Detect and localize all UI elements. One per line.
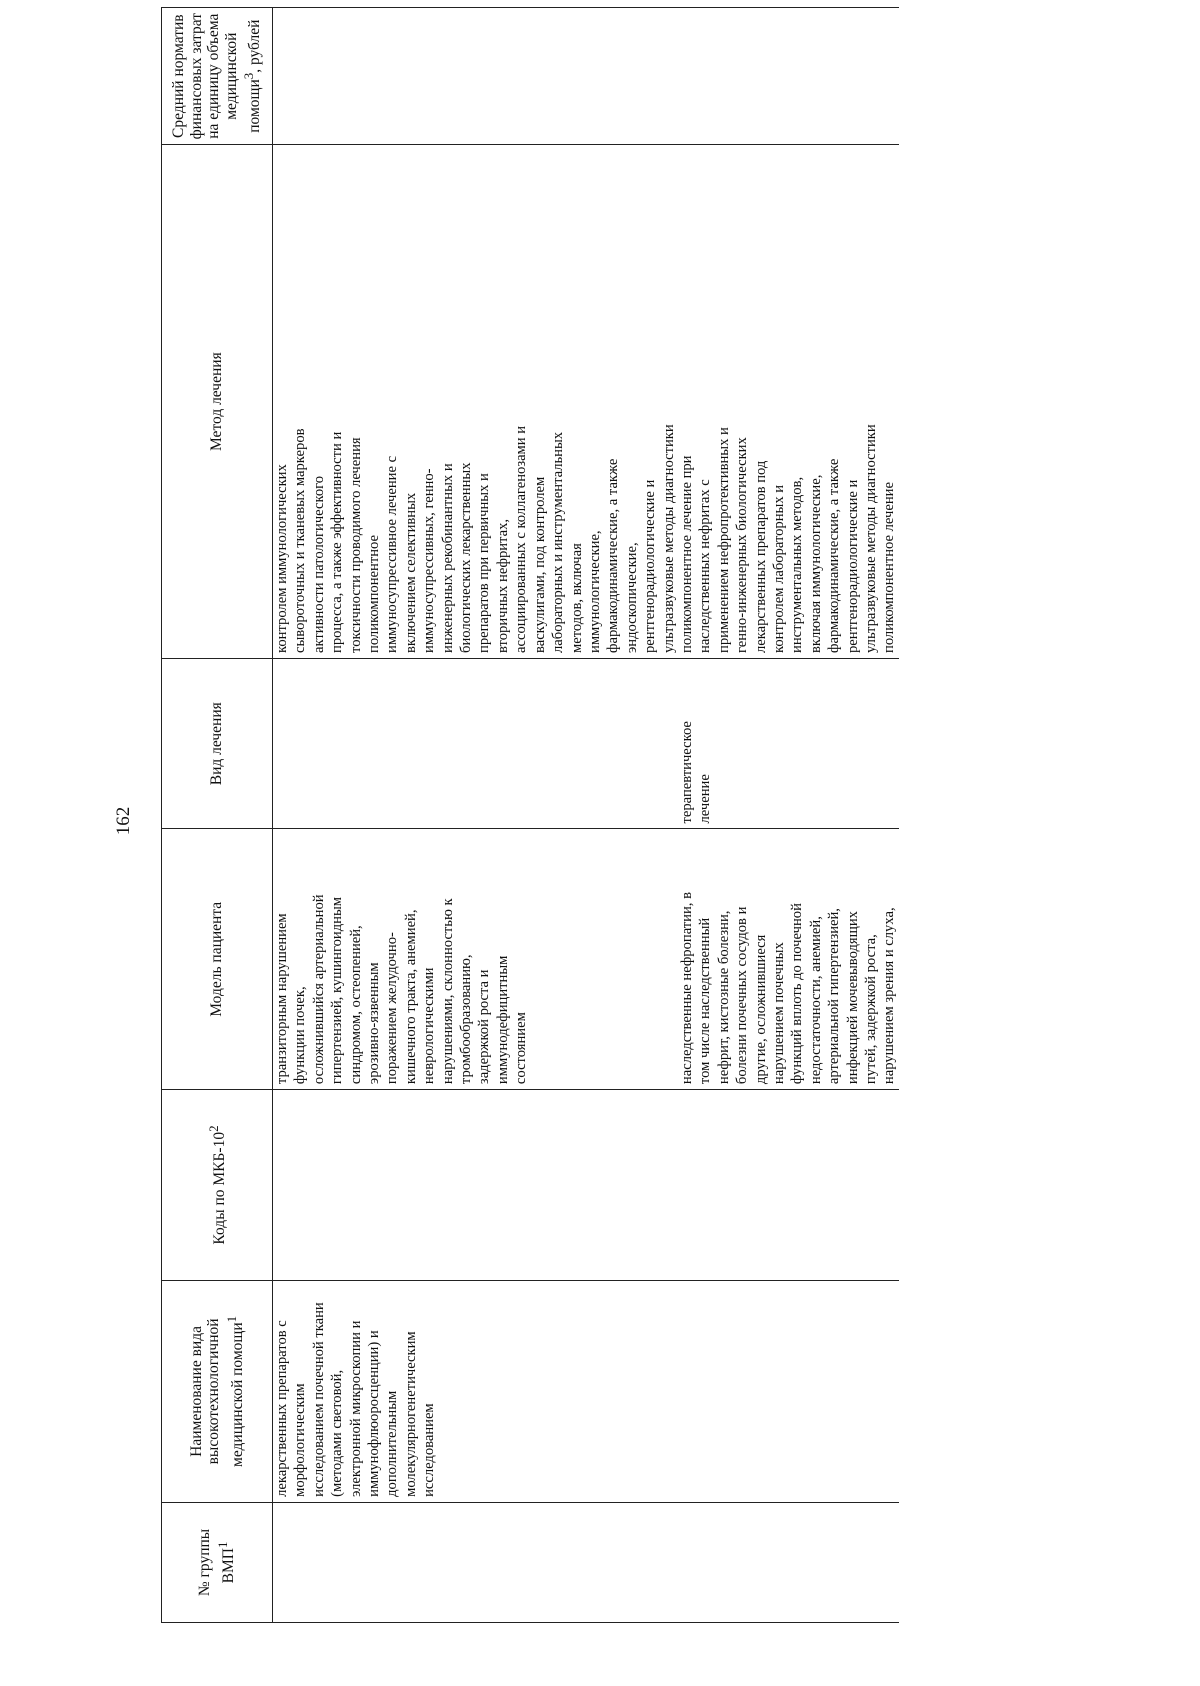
cell-icd-codes bbox=[273, 1090, 678, 1281]
cell-treatment-type: терапевтическое лечение bbox=[678, 658, 899, 829]
page-number: 162 bbox=[113, 806, 134, 836]
header-patient-model: Модель пациента bbox=[162, 829, 273, 1090]
cell-icd-codes bbox=[678, 1090, 899, 1281]
table-header bbox=[162, 8, 273, 1623]
cell-patient-model: наследственные нефропатии, в том числе наследственный нефрит, кистозные болезни, болезни почечных сосудов и другие, осложнившиеся нарушением почечных функций вплоть до почечной недостаточности, анемией, артериальной гипертензией, инфекцией мочевыводящих путей, задержкой роста, нарушением зрения и слуха, bbox=[678, 829, 899, 1090]
cell-care-type-name bbox=[678, 1280, 899, 1502]
cell-treatment-method: поликомпонентное лечение при наследственных нефритах с применением нефропротективных и генно-инженерных биологических лекарственных препаратов под контролем лабораторных и инструментальных методов, включая иммунологические, фармакодинамические, а также рентгенорадиологические и ультразвуковые методы диагностики поликомпонентное лечение bbox=[678, 145, 899, 659]
header-icd-codes: Коды по МКБ-$10^2$ bbox=[162, 1090, 273, 1281]
cell-group-number bbox=[678, 1502, 899, 1622]
cell-cost-standard bbox=[678, 8, 899, 145]
cell-group-number bbox=[273, 1502, 678, 1622]
header-cost-standard: Средний норматив финансовых затрат на единицу объема медицинской помощи$^3$, рублей bbox=[162, 8, 273, 145]
header-care-type-name: Наименование вида высокотехнологичной медицинской помощи$^1$ bbox=[162, 1280, 273, 1502]
table-row bbox=[273, 8, 678, 1623]
cell-care-type-name: лекарственных препаратов с морфологическим исследованием почечной ткани (методами световой, электронной микроскопии и иммунофлюоросценции) и дополнительным молекулярногенетическим исследованием bbox=[273, 1280, 678, 1502]
cell-patient-model: транзиторным нарушением функции почек, осложнившийся артериальной гипертензией, кушингоидным синдромом, остеопенией, эрозивно-язвенным поражением желудочно- кишечного тракта, анемией, неврологическими нарушениями, склонностью к тромбообразованию, задержкой роста и иммунодефицитным состоянием bbox=[273, 829, 678, 1090]
header-treatment-method: Метод лечения bbox=[162, 145, 273, 659]
header-row bbox=[162, 8, 273, 1623]
cell-treatment-method: контролем иммунологических сывороточных и тканевых маркеров активности патологического процесса, а также эффективности и токсичности проводимого лечения поликомпонентное иммуносупрессивное лечение с включением селективных иммуносупрессивных, генно- инженерных рекобинантных и биологических лекарственных препаратов при первичных и вторичных нефритах, ассоциированных с коллагенозами и васкулигами, под контролем лабораторных и инструментальных методов, включая иммунологические, фармакодинамические, а также эндоскопические, рентгенорадиологические и ультразвуковые методы диагностики bbox=[273, 145, 678, 659]
vmp-table bbox=[161, 7, 899, 1623]
cell-treatment-type bbox=[273, 658, 678, 829]
cell-cost-standard bbox=[273, 8, 678, 145]
header-treatment-type: Вид лечения bbox=[162, 658, 273, 829]
header-group-number: № группы ВМП$^1$ bbox=[162, 1502, 273, 1622]
table-row bbox=[678, 8, 899, 1623]
